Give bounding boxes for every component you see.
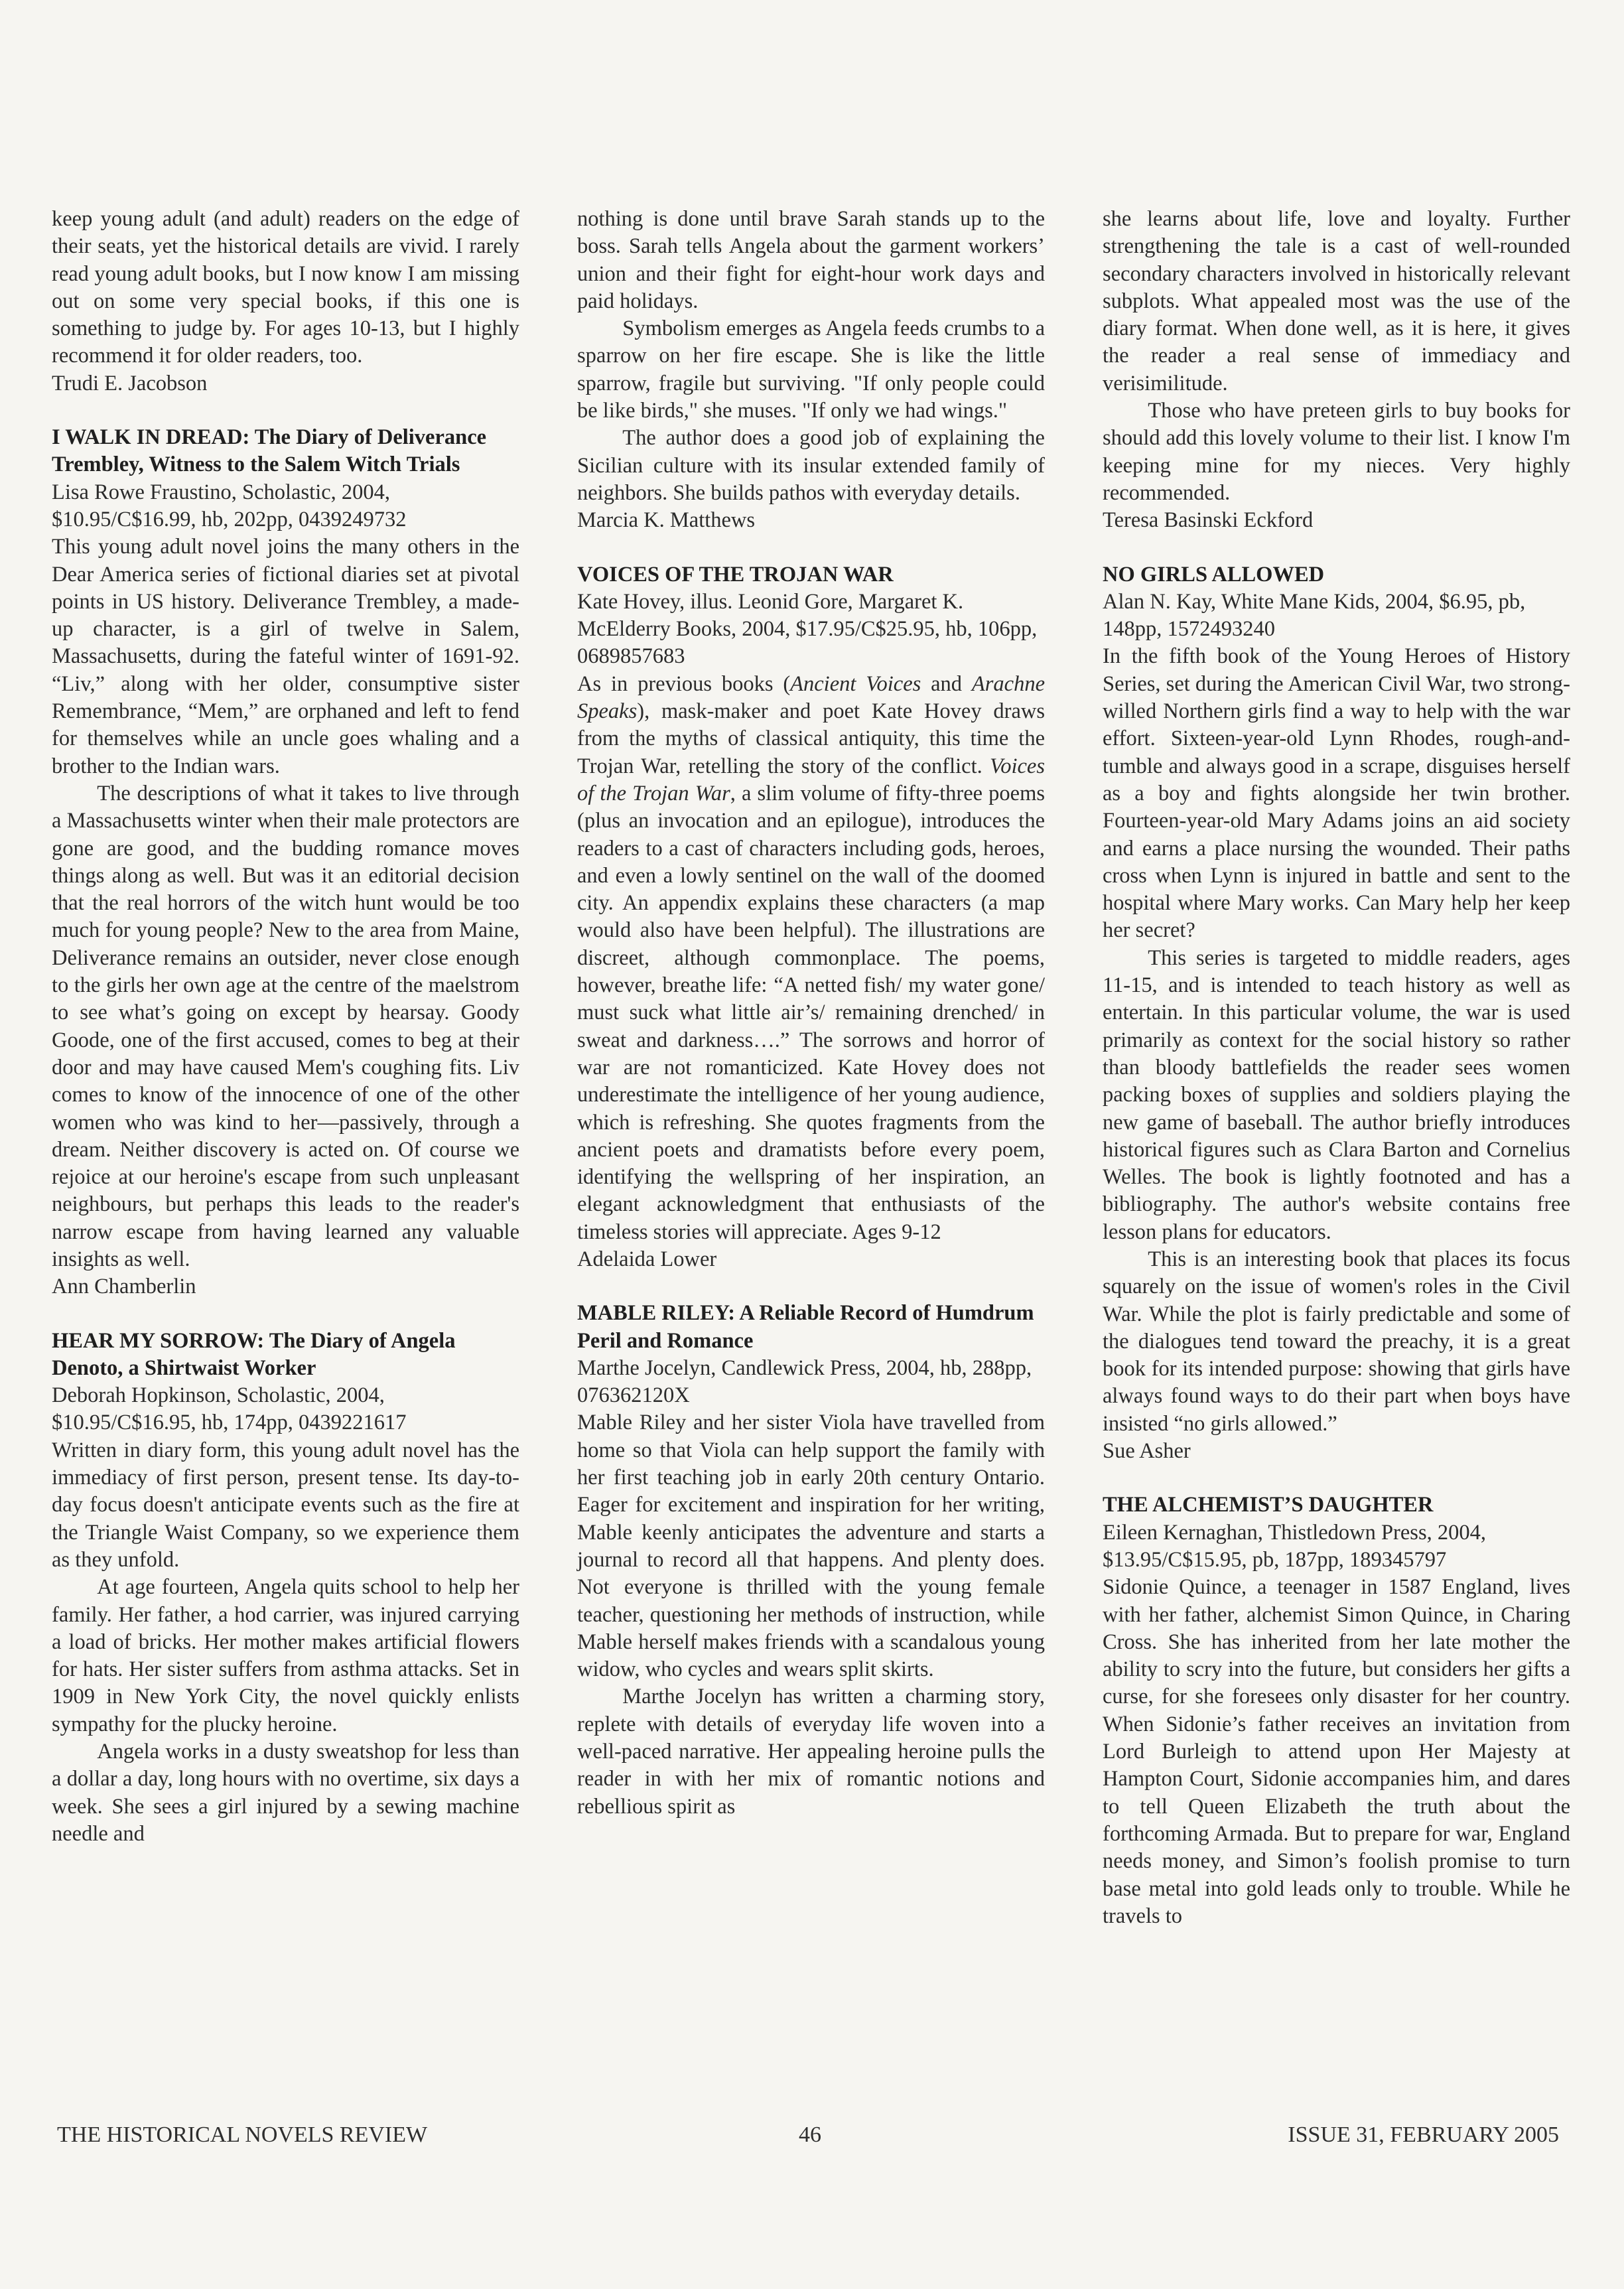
review-paragraph: nothing is done until brave Sarah stands up to the boss. Sarah tells Angela about the garment workers’ union and their fight for eight-hour work days and paid holidays.: [577, 207, 1045, 313]
text-run: As in previous books (: [577, 671, 791, 696]
review-paragraph: [577, 671, 1045, 1246]
review-paragraph: The author does a good job of explaining the Sicilian culture with its insular extended family of neighbors. She builds pathos with everyday details.: [577, 426, 1045, 505]
review-title: MABLE RILEY: A Reliable Record of Humdrum Peril and Romance: [577, 1301, 1034, 1353]
footer-page-number: 46: [799, 2122, 821, 2147]
review-title: THE ALCHEMIST’S DAUGHTER: [1103, 1493, 1434, 1517]
reviewer-signature: Teresa Basinski Eckford: [1103, 508, 1314, 533]
reviewer-signature: Sue Asher: [1103, 1439, 1191, 1464]
review-title: NO GIRLS ALLOWED: [1103, 562, 1325, 587]
book-title-italic: Arachne Speaks: [577, 671, 1046, 724]
column-2: [577, 206, 1045, 1821]
footer-issue: ISSUE 31, FEBRUARY 2005: [1288, 2122, 1559, 2147]
reviewer-signature: Marcia K. Matthews: [577, 508, 756, 533]
review-paragraph: Those who have preteen girls to buy books for should add this lovely volume to their list. I know I'm keeping mine for my nieces. Very highly recommended.: [1103, 399, 1570, 505]
book-title-italic: Voices of the Trojan War: [577, 754, 1045, 805]
column-1: [52, 206, 519, 1848]
text-run: , a slim volume of fifty-three poems (plus an invocation and an epilogue), introduces the readers to a cast of characters including gods, heroes, and even a lowly sentinel on the wall of the doomed city. An appendix explains these characters (a map would also have been helpful). The illustrations are discreet, although commonplace. The poems, however, breathe life: “A netted fish/ my water gone/ must suck what little air’s/ remaining drenched/ in sweat and darkness….” The sorrows and horror of war are not romanticized. Kate Hovey does not underestimate the intelligence of her young audience, which is refreshing. She quotes fragments from the ancient poets and dramatists before every poem, identifying the wellspring of her inspiration, an elegant acknowledgment that enthusiasts of the timeless stories will appreciate. Ages 9-12: [577, 781, 1045, 1244]
review-paragraph: Angela works in a dusty sweatshop for less than a dollar a day, long hours with no overtime, six days a week. She sees a girl injured by a sewing machine needle and: [52, 1740, 519, 1846]
review-paragraph: Symbolism emerges as Angela feeds crumbs to a sparrow on her fire escape. She is like the little sparrow, fragile but surviving. "If only people could be like birds," she muses. "If only we had wings.": [577, 316, 1045, 423]
bibliographic-info: Lisa Rowe Fraustino, Scholastic, 2004, $10.95/C$16.99, hb, 202pp, 0439249732: [52, 480, 407, 531]
review-paragraph: Written in diary form, this young adult novel has the immediacy of first person, present tense. Its day-to-day focus doesn't anticipate events such as the fire at the Triangle Waist Company, so we experience them as they unfold.: [52, 1438, 519, 1572]
review-paragraph: This young adult novel joins the many others in the Dear America series of fictional diaries set at pivotal points in US history. Deliverance Trembley, a made-up character, is a girl of twelve in Salem, Massachusetts, during the fateful winter of 1691-92. “Liv,” along with her older, consumptive sister Remembrance, “Mem,” are orphaned and left to fend for themselves while an uncle goes whaling and a brother to the Indian wars.: [52, 535, 519, 778]
review-paragraph: This is an interesting book that places its focus squarely on the issue of women's roles in the Civil War. While the plot is fairly predictable and some of the dialogues tend toward the preachy, it is a great book for its intended purpose: showing that girls have always found ways to do their part when boys have insisted “no girls allowed.”: [1103, 1247, 1570, 1436]
bibliographic-info: Marthe Jocelyn, Candlewick Press, 2004, hb, 288pp, 076362120X: [577, 1355, 1032, 1408]
review-paragraph: Marthe Jocelyn has written a charming story, replete with details of everyday life woven into a well-paced narrative. Her appealing heroine pulls the reader in with her mix of romantic notions and rebellious spirit as: [577, 1685, 1045, 1819]
review-paragraph: keep young adult (and adult) readers on the edge of their seats, yet the historical details are vivid. I rarely read young adult books, but I now know I am missing out on some very special books, if this one is something to judge by. For ages 10-13, but I highly recommend it for older readers, too.: [52, 207, 519, 368]
reviewer-signature: Ann Chamberlin: [52, 1275, 196, 1299]
reviewer-signature: Trudi E. Jacobson: [52, 371, 208, 395]
bibliographic-info: Kate Hovey, illus. Leonid Gore, Margaret K. McElderry Books, 2004, $17.95/C$25.95, hb, 106pp, 0689857683: [577, 589, 1038, 669]
review-paragraph: Mable Riley and her sister Viola have travelled from home so that Viola can help support the family with her first teaching job in early 20th century Ontario. Eager for excitement and inspiration for her writing, Mable keenly anticipates the adventure and starts a journal to record all that happens. And plenty does. Not everyone is thrilled with the young female teacher, questioning her methods of instruction, while Mable herself makes friends with a scandalous young widow, who cycles and wears split skirts.: [577, 1411, 1045, 1682]
bibliographic-info: Deborah Hopkinson, Scholastic, 2004, $10.95/C$16.95, hb, 174pp, 0439221617: [52, 1383, 407, 1435]
review-title: VOICES OF THE TROJAN WAR: [577, 562, 894, 587]
book-title-italic: Ancient Voices: [790, 671, 921, 696]
reviewer-signature: Adelaida Lower: [577, 1247, 717, 1271]
review-title: HEAR MY SORROW: The Diary of Angela Denoto, a Shirtwaist Worker: [52, 1328, 456, 1380]
column-3: [1103, 206, 1570, 1930]
review-title: I WALK IN DREAD: The Diary of Deliverance Trembley, Witness to the Salem Witch Trials: [52, 425, 487, 477]
review-paragraph: she learns about life, love and loyalty. Further strengthening the tale is a cast of well-rounded secondary characters involved in historically relevant subplots. What appealed most was the use of the diary format. When done well, as it is here, it gives the reader a real sense of immediacy and verisimilitude.: [1103, 207, 1570, 395]
review-paragraph: Sidonie Quince, a teenager in 1587 England, lives with her father, alchemist Simon Quince, in Charing Cross. She has inherited from her late mother the ability to scry into the future, but considers her gifts a curse, for she foresees only disaster for her country. When Sidonie’s father receives an invitation from Lord Burleigh to attend upon Her Majesty at Hampton Court, Sidonie accompanies him, and dares to tell Queen Elizabeth the truth about the forthcoming Armada. But to prepare for war, England needs money, and Simon’s foolish promise to turn base metal into gold leads only to trouble. While he travels to: [1103, 1575, 1570, 1928]
review-paragraph: The descriptions of what it takes to live through a Massachusetts winter when their male protectors are gone are good, and the budding romance moves things along as well. But was it an editorial decision that the real horrors of the witch hunt would be too much for young people? New to the area from Maine, Deliverance remains an outsider, never close enough to the girls her own age at the centre of the maelstrom to see what’s going on except by hearsay. Goody Goode, one of the first accused, comes to beg at their door and may have caused Mem's coughing fits. Liv comes to know of the innocence of one of the other women who was kind to her—passively, through a dream. Neither discovery is acted on. Of course we rejoice at our heroine's escape from such unpleasant neighbours, but perhaps this leads to the reader's narrow escape from having learned any valuable insights as well.: [52, 781, 519, 1271]
footer-publication-name: THE HISTORICAL NOVELS REVIEW: [57, 2122, 428, 2147]
text-run: and: [921, 671, 972, 696]
text-run: ), mask-maker and poet Kate Hovey draws from the myths of classical antiquity, this time the Trojan War, retelling the story of the conflict.: [577, 699, 1045, 778]
bibliographic-info: Eileen Kernaghan, Thistledown Press, 2004, $13.95/C$15.95, pb, 187pp, 189345797: [1103, 1520, 1486, 1572]
review-paragraph: This series is targeted to middle readers, ages 11-15, and is intended to teach history as well as entertain. In this particular volume, the war is used primarily as context for the social history so rather than bloody battlefields the reader sees women packing boxes of supplies and soldiers playing the new game of baseball. The author briefly introduces historical figures such as Clara Barton and Cornelius Welles. The book is lightly footnoted and has a bibliography. The author's website contains free lesson plans for educators.: [1103, 945, 1570, 1244]
bibliographic-info: Alan N. Kay, White Mane Kids, 2004, $6.95, pb, 148pp, 1572493240: [1103, 589, 1526, 642]
review-paragraph: At age fourteen, Angela quits school to help her family. Her father, a hod carrier, was injured carrying a load of bricks. Her mother makes artificial flowers for hats. Her sister suffers from asthma attacks. Set in 1909 in New York City, the novel quickly enlists sympathy for the plucky heroine.: [52, 1575, 519, 1736]
review-paragraph: In the fifth book of the Young Heroes of History Series, set during the American Civil War, two strong-willed Northern girls find a way to help with the war effort. Sixteen-year-old Lynn Rhodes, rough-and-tumble and always good in a scrape, disguises herself as a boy and fights alongside her twin brother. Fourteen-year-old Mary Adams joins an aid society and earns a place nursing the wounded. Their paths cross when Lynn is injured in battle and sent to the hospital where Mary works. Can Mary help her keep her secret?: [1103, 644, 1570, 943]
